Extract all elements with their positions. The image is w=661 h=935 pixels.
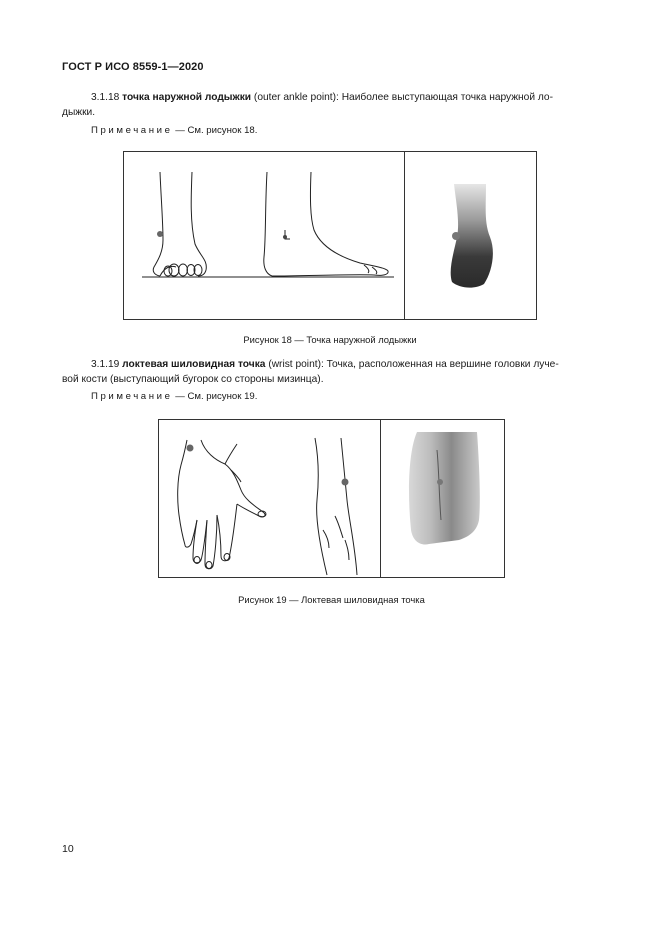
wrist-point-photo <box>437 479 443 485</box>
outer-ankle-point-side <box>283 235 287 239</box>
term-number: 3.1.19 <box>91 359 120 370</box>
wrist-photo <box>409 432 480 544</box>
wrist-point-forearm <box>342 479 349 486</box>
term-definition-continuation: вой кости (выступающий бугорок со стороны мизинца). <box>62 374 324 385</box>
note-text: — См. рисунок 19. <box>172 391 258 402</box>
term-definition-continuation: дыжки. <box>62 107 96 118</box>
outer-ankle-point-photo <box>452 232 460 240</box>
wrist-point-hand <box>187 445 194 452</box>
term-definition: (outer ankle point): Наиболее выступающая точка наружной ло- <box>253 92 553 103</box>
outer-ankle-point-front <box>157 231 163 237</box>
term-name: локтевая шиловидная точка <box>122 359 266 370</box>
page-number: 10 <box>62 843 74 855</box>
term-definition: (wrist point): Точка, расположенная на вершине головки луче- <box>268 359 559 370</box>
figure-18 <box>123 151 537 320</box>
wrist-illustration <box>159 420 506 579</box>
note-label: Примечание <box>91 391 173 402</box>
note-text: — См. рисунок 18. <box>172 125 258 136</box>
figure-19 <box>158 419 505 578</box>
ankle-illustration <box>124 152 538 321</box>
figure-18-caption: Рисунок 18 — Точка наружной лодыжки <box>243 334 417 345</box>
definition-3-1-19 <box>62 357 600 387</box>
document-header: ГОСТ Р ИСО 8559-1—2020 <box>62 61 204 73</box>
term-name: точка наружной лодыжки <box>122 92 252 103</box>
note-3-1-19 <box>91 390 257 404</box>
note-3-1-18 <box>91 124 257 138</box>
definition-3-1-18 <box>62 90 600 120</box>
figure-19-caption: Рисунок 19 — Локтевая шиловидная точка <box>238 594 425 605</box>
note-label: Примечание <box>91 125 173 136</box>
term-number: 3.1.18 <box>91 92 120 103</box>
